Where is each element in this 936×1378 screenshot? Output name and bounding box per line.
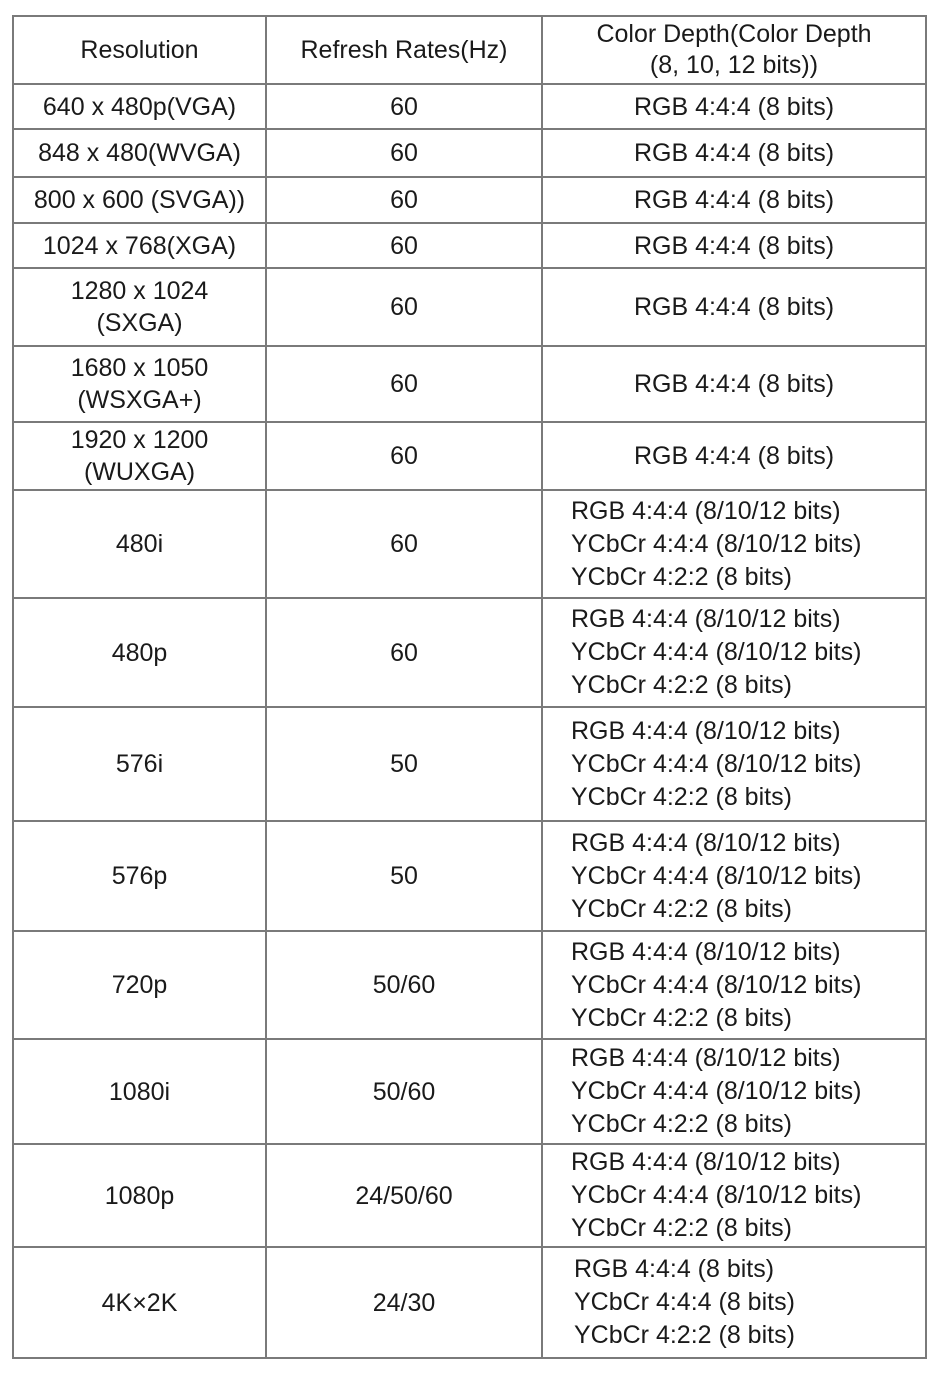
resolution-text: 480i — [115, 530, 164, 558]
cell-refresh-rate: 24/30 — [266, 1247, 542, 1358]
color-depth-text: YCbCr 4:4:4 (8/10/12 bits) — [571, 1077, 862, 1105]
cell-color-depth — [542, 1039, 926, 1144]
cell-color-depth — [542, 931, 926, 1039]
color-depth-text: RGB 4:4:4 (8/10/12 bits) — [571, 716, 841, 745]
table-row — [13, 129, 926, 177]
cell-color-depth — [542, 129, 926, 177]
cell-resolution — [13, 177, 266, 223]
resolution-text: 640 x 480p(VGA) — [42, 92, 237, 121]
table-row — [13, 598, 926, 707]
cell-resolution — [13, 1247, 266, 1358]
resolution-text: 480p — [111, 638, 168, 667]
color-depth-text: YCbCr 4:4:4 (8/10/12 bits) — [571, 529, 862, 558]
table-row — [13, 931, 926, 1039]
cell-refresh-rate: 60 — [266, 177, 542, 223]
resolution-text: 1024 x 768(XGA) — [42, 231, 237, 260]
resolution-text: 1280 x 1024 — [70, 277, 209, 305]
header-refresh-rates: Refresh Rates(Hz) — [266, 16, 542, 84]
color-depth-text: RGB 4:4:4 (8 bits) — [574, 1255, 775, 1283]
color-depth-text: YCbCr 4:4:4 (8/10/12 bits) — [571, 970, 862, 999]
cell-resolution — [13, 598, 266, 707]
color-depth-text: RGB 4:4:4 (8/10/12 bits) — [571, 496, 841, 525]
resolution-text: (SXGA) — [96, 309, 183, 337]
resolution-text: 800 x 600 (SVGA)) — [33, 186, 246, 214]
table-row — [13, 177, 926, 223]
cell-refresh-rate: 24/50/60 — [266, 1144, 542, 1247]
resolution-text: 1920 x 1200 — [70, 426, 209, 454]
cell-color-depth — [542, 1247, 926, 1358]
resolution-text: 848 x 480(WVGA) — [38, 139, 241, 167]
cell-refresh-rate: 50/60 — [266, 1039, 542, 1144]
color-depth-text: RGB 4:4:4 (8 bits) — [633, 442, 835, 470]
color-depth-text: RGB 4:4:4 (8 bits) — [633, 293, 835, 321]
header-resolution: Resolution — [13, 16, 266, 84]
color-depth-text: YCbCr 4:2:2 (8 bits) — [571, 782, 792, 811]
cell-resolution — [13, 707, 266, 821]
resolution-text: 1680 x 1050 — [70, 354, 209, 382]
cell-color-depth — [542, 223, 926, 268]
cell-resolution — [13, 1039, 266, 1144]
color-depth-text: YCbCr 4:4:4 (8 bits) — [574, 1288, 795, 1316]
table-row — [13, 84, 926, 129]
table-row — [13, 1144, 926, 1247]
cell-refresh-rate: 60 — [266, 129, 542, 177]
table-row — [13, 346, 926, 422]
cell-resolution — [13, 223, 266, 268]
color-depth-text: YCbCr 4:2:2 (8 bits) — [571, 671, 792, 699]
cell-refresh-rate: 60 — [266, 268, 542, 346]
table-row — [13, 490, 926, 598]
color-depth-text: YCbCr 4:2:2 (8 bits) — [571, 562, 792, 591]
cell-refresh-rate: 60 — [266, 84, 542, 129]
cell-color-depth — [542, 598, 926, 707]
resolution-text: 576i — [115, 750, 164, 778]
cell-resolution — [13, 821, 266, 931]
color-depth-text: RGB 4:4:4 (8/10/12 bits) — [571, 1044, 841, 1072]
cell-resolution — [13, 1144, 266, 1247]
color-depth-text: YCbCr 4:4:4 (8/10/12 bits) — [571, 638, 862, 666]
color-depth-text: RGB 4:4:4 (8 bits) — [633, 139, 835, 167]
color-depth-text: YCbCr 4:2:2 (8 bits) — [571, 1110, 792, 1138]
cell-color-depth — [542, 346, 926, 422]
resolution-text: 1080p — [104, 1181, 175, 1210]
resolution-text: (WUXGA) — [83, 458, 196, 486]
cell-color-depth — [542, 707, 926, 821]
header-color-depth-line1: Color Depth(Color Depth — [596, 20, 872, 48]
cell-refresh-rate: 60 — [266, 346, 542, 422]
cell-color-depth — [542, 422, 926, 490]
color-depth-text: YCbCr 4:2:2 (8 bits) — [571, 894, 792, 923]
cell-color-depth — [542, 490, 926, 598]
table-row — [13, 707, 926, 821]
color-depth-text: RGB 4:4:4 (8/10/12 bits) — [571, 828, 841, 857]
cell-resolution — [13, 346, 266, 422]
cell-color-depth — [542, 1144, 926, 1247]
color-depth-text: YCbCr 4:2:2 (8 bits) — [571, 1003, 792, 1032]
color-depth-text: RGB 4:4:4 (8/10/12 bits) — [571, 937, 841, 966]
cell-refresh-rate: 60 — [266, 598, 542, 707]
cell-refresh-rate: 50 — [266, 707, 542, 821]
resolution-text: 4K×2K — [101, 1288, 178, 1317]
table-row — [13, 268, 926, 346]
cell-refresh-rate: 50 — [266, 821, 542, 931]
cell-resolution — [13, 84, 266, 129]
resolution-text: 720p — [111, 971, 168, 999]
cell-resolution — [13, 268, 266, 346]
cell-resolution — [13, 129, 266, 177]
cell-refresh-rate: 60 — [266, 223, 542, 268]
color-depth-text: YCbCr 4:4:4 (8/10/12 bits) — [571, 1181, 862, 1209]
table-row — [13, 1039, 926, 1144]
color-depth-text: RGB 4:4:4 (8 bits) — [633, 231, 835, 260]
color-depth-text: RGB 4:4:4 (8 bits) — [633, 186, 835, 214]
color-depth-text: YCbCr 4:2:2 (8 bits) — [571, 1214, 792, 1242]
color-depth-text: RGB 4:4:4 (8 bits) — [633, 92, 835, 121]
header-color-depth-line2: (8, 10, 12 bits)) — [649, 51, 819, 79]
cell-color-depth — [542, 268, 926, 346]
cell-refresh-rate: 60 — [266, 490, 542, 598]
table-row — [13, 821, 926, 931]
cell-color-depth — [542, 177, 926, 223]
header-color-depth — [542, 16, 926, 84]
cell-resolution — [13, 422, 266, 490]
color-depth-text: YCbCr 4:4:4 (8/10/12 bits) — [571, 749, 862, 778]
table-row — [13, 422, 926, 490]
color-depth-text: RGB 4:4:4 (8/10/12 bits) — [571, 1148, 841, 1176]
cell-resolution — [13, 490, 266, 598]
color-depth-text: YCbCr 4:2:2 (8 bits) — [574, 1321, 795, 1349]
color-depth-text: RGB 4:4:4 (8/10/12 bits) — [571, 605, 841, 633]
resolution-text: (WSXGA+) — [77, 386, 202, 414]
resolution-support-table — [12, 15, 927, 1359]
cell-color-depth — [542, 821, 926, 931]
table-body — [13, 84, 926, 1358]
cell-refresh-rate: 60 — [266, 422, 542, 490]
color-depth-text: YCbCr 4:4:4 (8/10/12 bits) — [571, 861, 862, 890]
color-depth-text: RGB 4:4:4 (8 bits) — [633, 370, 835, 398]
cell-refresh-rate: 50/60 — [266, 931, 542, 1039]
table-row — [13, 1247, 926, 1358]
table-header-row — [13, 16, 926, 84]
resolution-text: 1080i — [108, 1077, 171, 1106]
cell-resolution — [13, 931, 266, 1039]
resolution-text: 576p — [111, 862, 168, 890]
cell-color-depth — [542, 84, 926, 129]
table-row — [13, 223, 926, 268]
